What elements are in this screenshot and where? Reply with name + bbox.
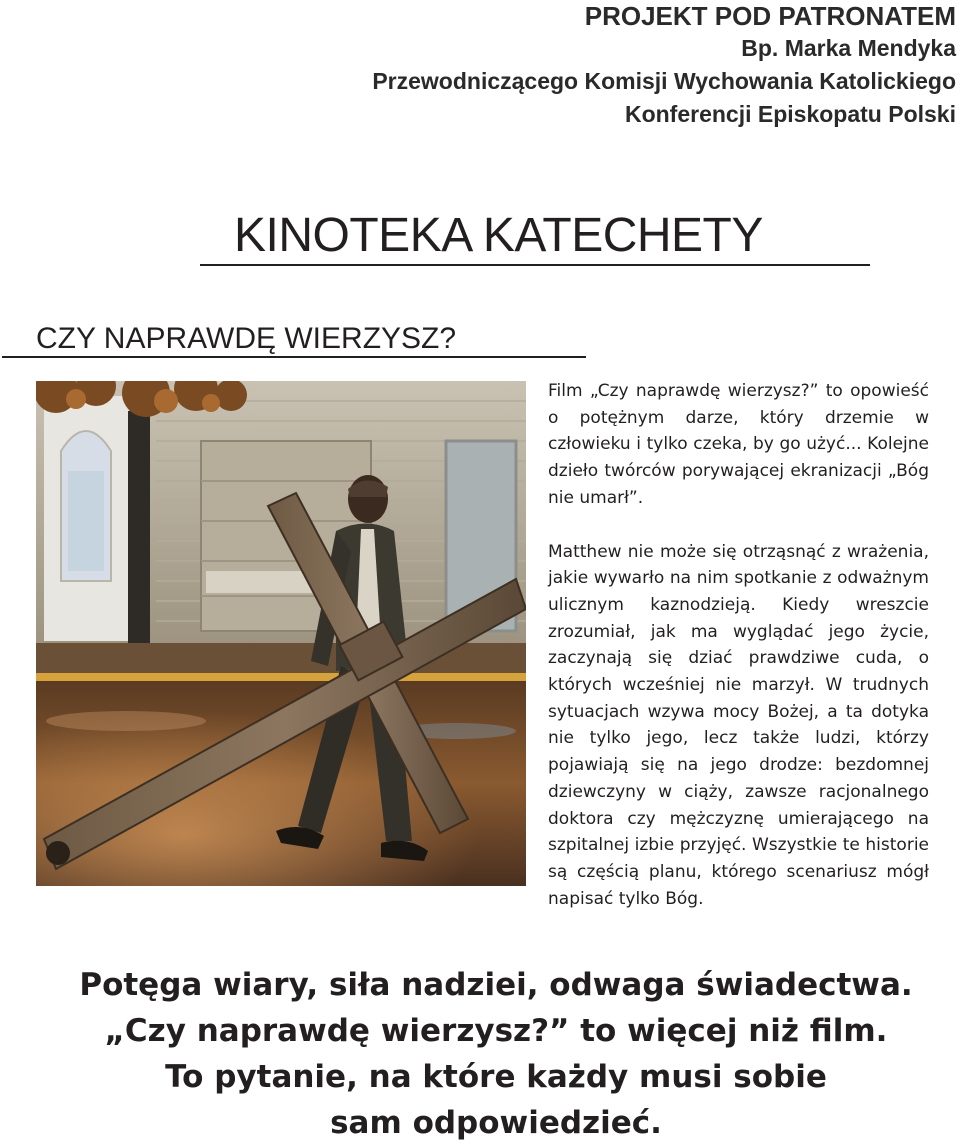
tagline-line-2: „Czy naprawdę wierzysz?” to więcej niż film.	[104, 1013, 888, 1049]
patronage-heading: PROJEKT POD PATRONATEM	[584, 1, 956, 31]
tagline-line-1: Potęga wiary, siła nadziei, odwaga świadectwa.	[79, 967, 913, 1003]
description-paragraph-2: Matthew nie może się otrząsnąć z wrażenia, jakie wywarło na nim spotkanie z odważnym ulicznym kaznodzieją. Kiedy wreszcie zrozumiał, jak ma wyglądać jego życie, zaczynają się dziać prawdziwe cuda, o których wcześniej nie marzył. W trudnych sytuacjach wzywa mocy Bożej, a ta dotyka nie tylko jego, lecz także ludzi, którzy pojawiają się na jego drodze: bezdomnej dziewczyny w ciąży, zawsze racjonalnego doktora czy mężczyznę umierającego na szpitalnej izbie przyjęć. Wszystkie te historie są częścią planu, którego scenariusz mógł napisać tylko Bóg.	[548, 541, 929, 909]
series-title-rule	[200, 208, 870, 266]
tagline-line-4: sam odpowiedzieć.	[330, 1105, 662, 1141]
film-title: CZY NAPRAWDĘ WIERZYSZ?	[36, 322, 457, 355]
tagline-block	[40, 962, 952, 1146]
tagline-line-3: To pytanie, na które każdy musi sobie	[165, 1059, 827, 1095]
patronage-block	[256, 0, 956, 131]
patronage-conference: Konferencji Episkopatu Polski	[624, 101, 956, 127]
film-still-photo	[36, 381, 526, 886]
film-description	[548, 378, 929, 912]
film-title-rule	[2, 322, 586, 358]
description-paragraph-1: Film „Czy naprawdę wierzysz?” to opowieść o potężnym darze, który drzemie w człowieku i tylko czeka, by go użyć... Kolejne dzieło twórców porywającej ekranizacji „Bóg nie umarł”.	[548, 381, 929, 508]
series-title: KINOTEKA KATECHETY	[234, 209, 763, 262]
patronage-role: Przewodniczącego Komisji Wychowania Katolickiego	[372, 68, 956, 94]
man-carrying-cross-image	[36, 381, 526, 886]
patronage-bishop: Bp. Marka Mendyka	[741, 35, 956, 61]
